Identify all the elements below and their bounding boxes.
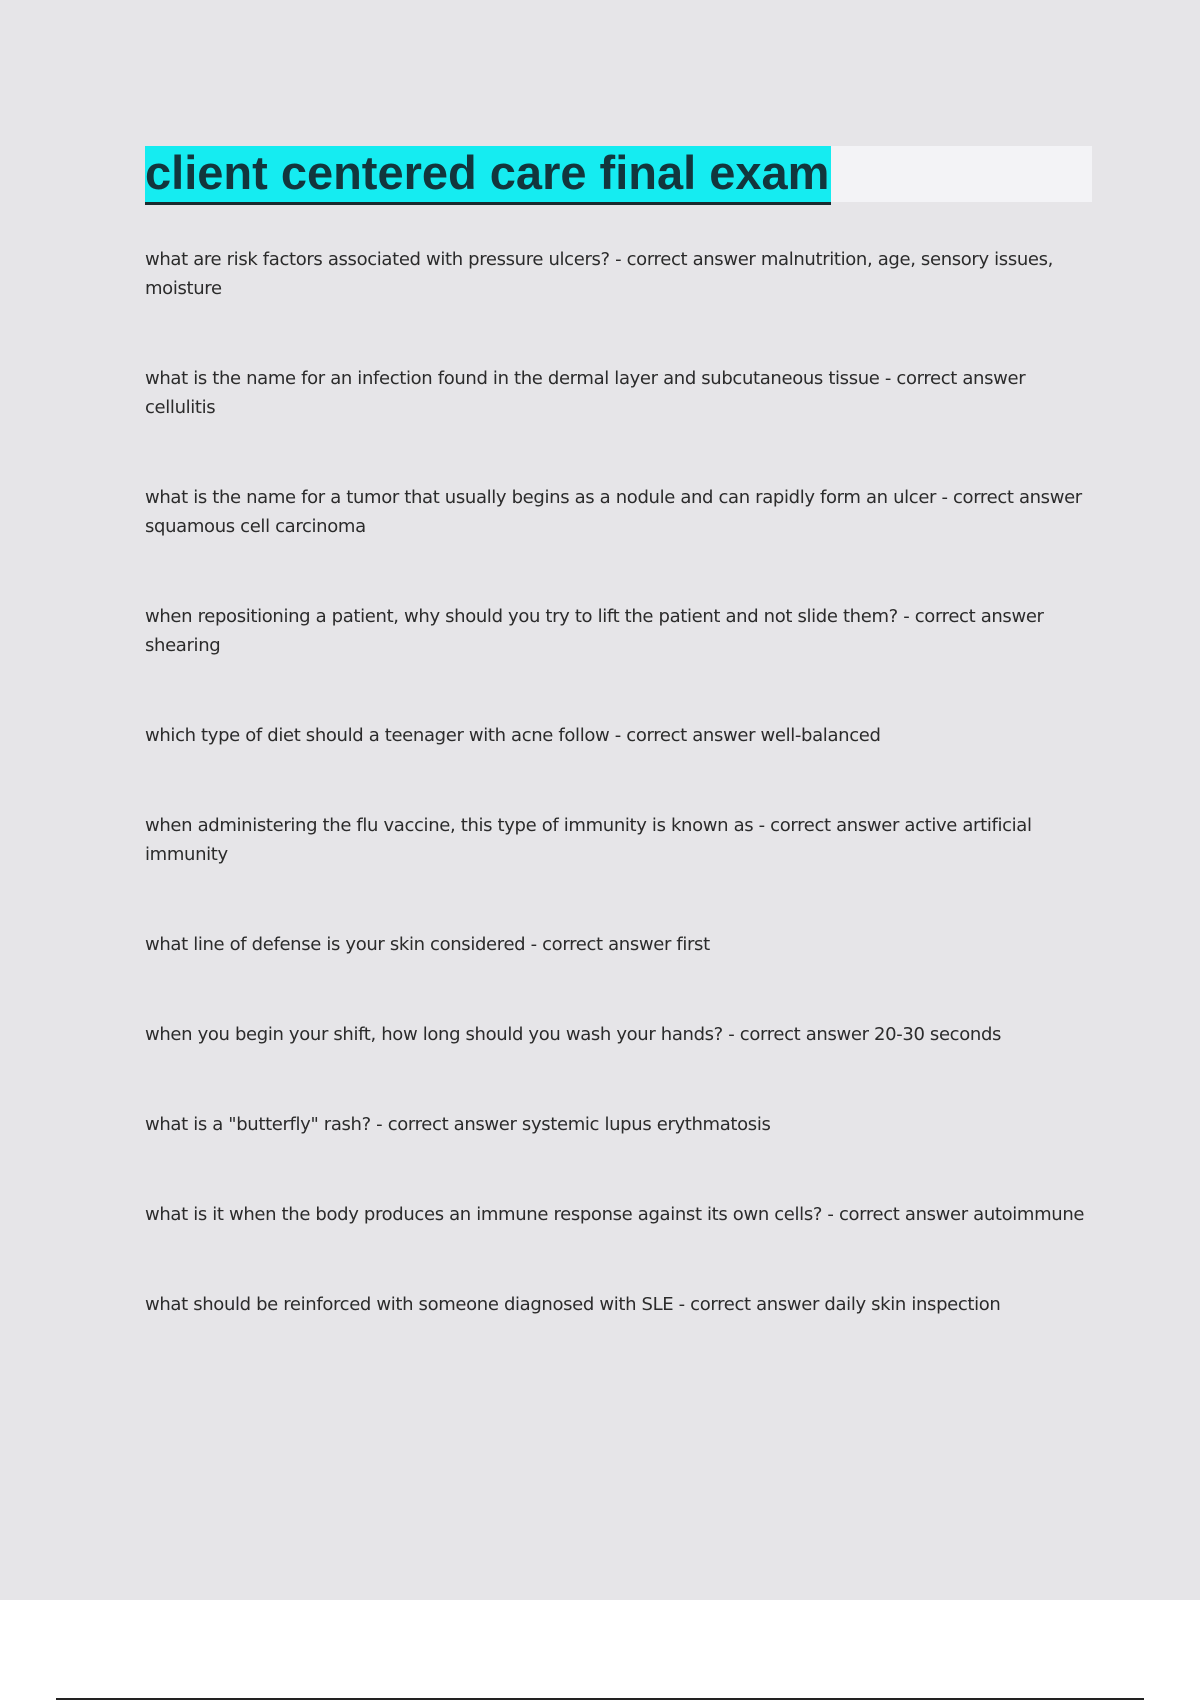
qa-item: what is the name for an infection found in the dermal layer and subcutaneous tissue - correct answer cellulitis bbox=[145, 368, 1026, 418]
qa-item: when administering the flu vaccine, this type of immunity is known as - correct answer active artificial immunity bbox=[145, 815, 1032, 865]
qa-item: what are risk factors associated with pressure ulcers? - correct answer malnutrition, age, sensory issues, moisture bbox=[145, 249, 1054, 299]
qa-item: when repositioning a patient, why should you try to lift the patient and not slide them? - correct answer shearing bbox=[145, 606, 1044, 656]
document-title: client centered care final exam bbox=[145, 146, 831, 205]
qa-item: what is it when the body produces an immune response against its own cells? - correct answer autoimmune bbox=[145, 1204, 1085, 1225]
qa-item: what should be reinforced with someone diagnosed with SLE - correct answer daily skin inspection bbox=[145, 1294, 1001, 1315]
qa-item: what is a "butterfly" rash? - correct answer systemic lupus erythmatosis bbox=[145, 1114, 771, 1135]
qa-item: when you begin your shift, how long should you wash your hands? - correct answer 20-30 seconds bbox=[145, 1024, 1002, 1045]
qa-item: which type of diet should a teenager with acne follow - correct answer well-balanced bbox=[145, 725, 881, 746]
qa-list bbox=[145, 245, 1090, 1380]
qa-item: what line of defense is your skin considered - correct answer first bbox=[145, 934, 710, 955]
qa-item: what is the name for a tumor that usually begins as a nodule and can rapidly form an ulcer - correct answer squamous cell carcinoma bbox=[145, 487, 1082, 537]
